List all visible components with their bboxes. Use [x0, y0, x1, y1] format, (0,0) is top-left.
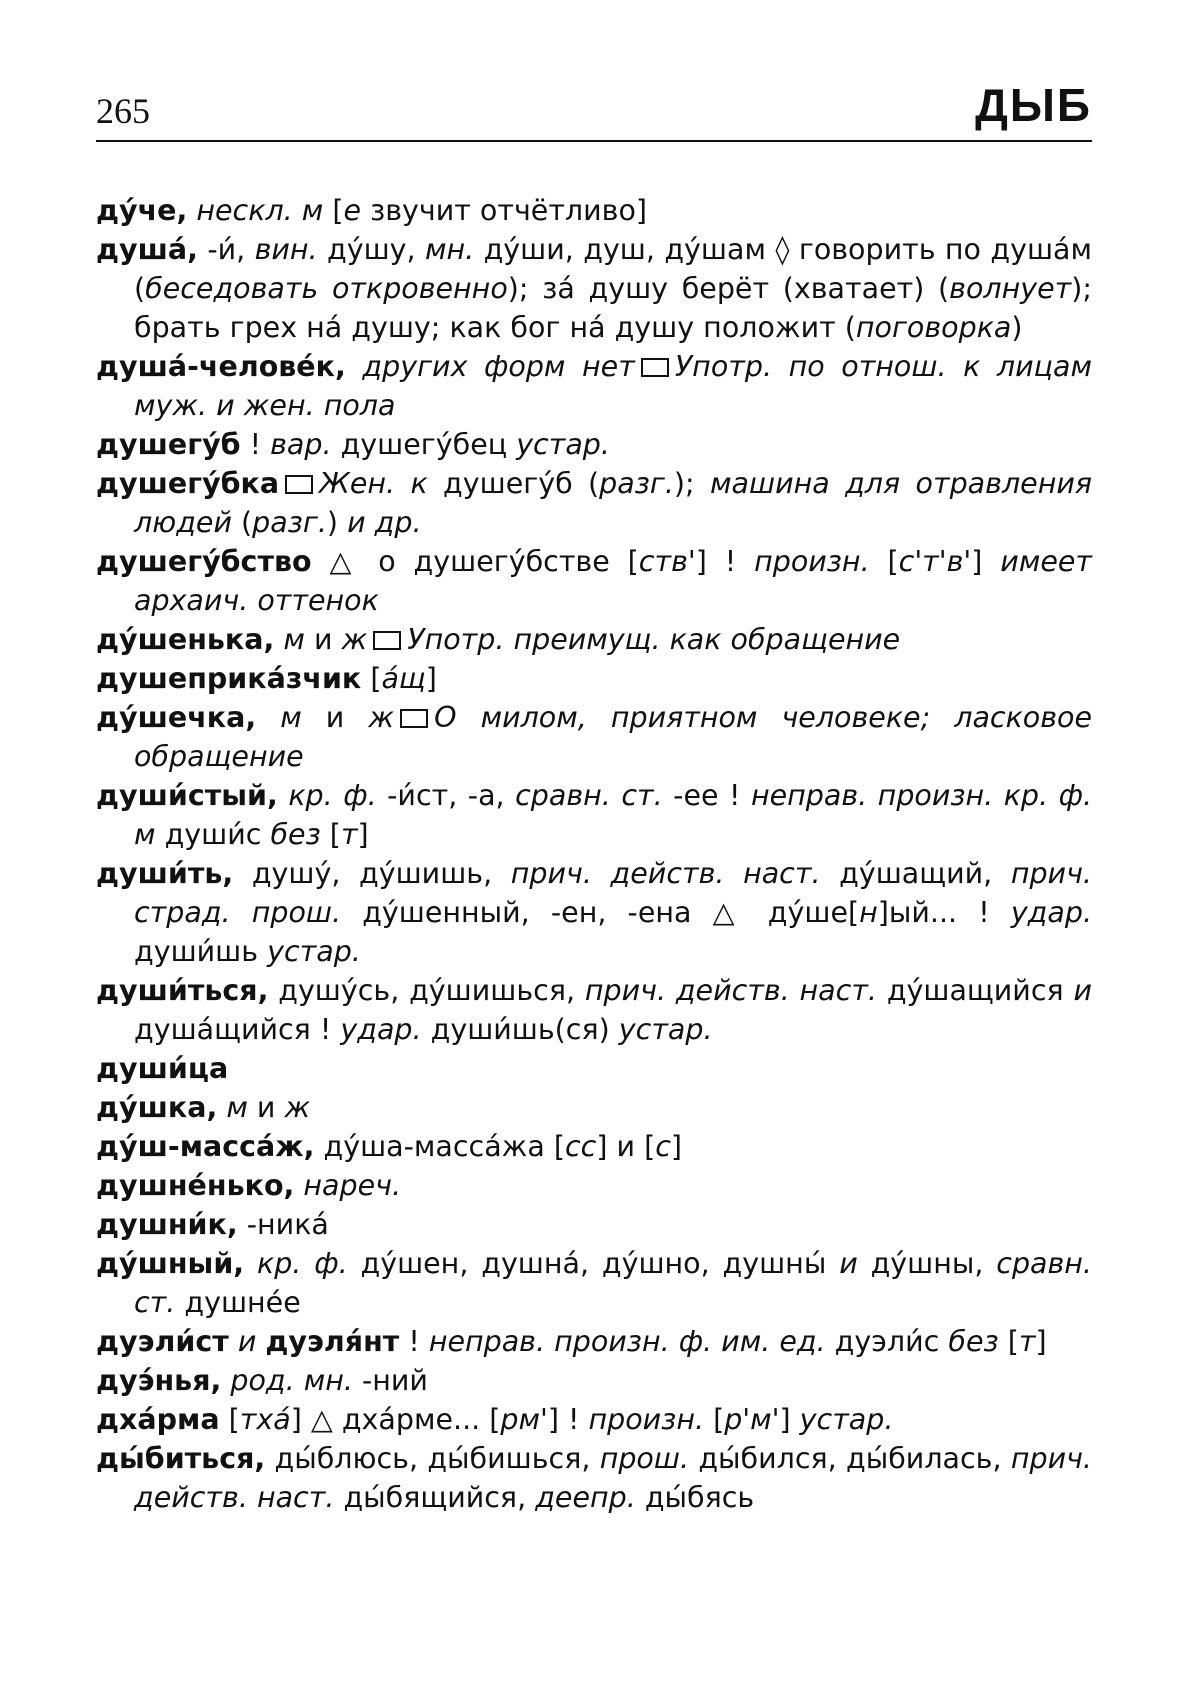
entry-text [229, 1325, 238, 1358]
entry-text: душне́е [175, 1286, 301, 1319]
entry-text: ]ый... ! [877, 896, 1011, 929]
entry-text: [ [219, 1403, 240, 1436]
dictionary-entry [96, 971, 1092, 1049]
grammar-note: кр. ф. [288, 779, 377, 812]
dictionary-entry [96, 1127, 1092, 1166]
grammar-note: беседовать откровенно [145, 272, 508, 305]
grammar-note: других форм нет [362, 350, 635, 383]
headword: душне́нько, [96, 1169, 295, 1202]
grammar-note: мн. [425, 233, 475, 266]
entry-text: душу́сь, ду́шишься, [268, 974, 585, 1007]
grammar-note: м [226, 1091, 248, 1124]
entry-text: ) [1011, 311, 1023, 344]
grammar-note: прич. действ. наст. [510, 857, 821, 890]
header-rule [96, 140, 1092, 142]
entry-text: -ний [352, 1364, 428, 1397]
entry-text: ] и [ [596, 1130, 656, 1163]
grammar-note: е [343, 194, 362, 227]
entry-text: [ [998, 1325, 1019, 1358]
grammar-note: и др. [347, 506, 422, 539]
page-header [96, 78, 1092, 140]
grammar-note: Жен. к [319, 467, 428, 500]
entry-text: ); [673, 467, 711, 500]
grammar-note: поговорка [855, 311, 1012, 344]
grammar-note: произн. [588, 1403, 705, 1436]
grammar-note: ж [341, 623, 368, 656]
entry-text: и [301, 701, 369, 734]
headword: души́ца [96, 1052, 229, 1085]
dictionary-entry [96, 659, 1092, 698]
grammar-note: и [237, 1325, 257, 1358]
dictionary-entries [96, 191, 1092, 1517]
entry-text: ] [1035, 1325, 1047, 1358]
grammar-note: устар. [267, 935, 361, 968]
grammar-note: тха́ [239, 1403, 291, 1436]
entry-text: душегу́бец [331, 428, 517, 461]
headword: ду́шечка, [96, 701, 257, 734]
grammar-note: нареч. [303, 1169, 402, 1202]
headword: ду́шка, [96, 1091, 218, 1124]
grammar-note: прич. страд. прош. [134, 857, 1092, 929]
grammar-note: м [280, 701, 302, 734]
entry-text: душегу́б ( [427, 467, 600, 500]
entry-text: △ о душегу́бстве [ [311, 545, 639, 578]
dictionary-entry [96, 854, 1092, 971]
headword: души́ться, [96, 974, 269, 1007]
entry-text: [ [361, 662, 382, 695]
entry-text: ] [670, 1130, 683, 1163]
headword: душа́, [96, 233, 198, 266]
grammar-note: деепр. [535, 1481, 636, 1514]
dictionary-entry [96, 425, 1092, 464]
headword: ды́биться, [96, 1442, 266, 1475]
entry-text: ); за́ душу берёт (хватает) ( [507, 272, 950, 305]
headword: ду́че, [96, 194, 188, 227]
dictionary-entry [96, 698, 1092, 776]
entry-text: [ [320, 818, 341, 851]
running-head: ДЫБ [975, 79, 1092, 131]
entry-text: ду́шны, [857, 1247, 997, 1280]
entry-text: звучит отчётливо] [361, 194, 648, 227]
entry-text: ); брать грех на́ душу; как бог на́ душу положит ( [134, 272, 1092, 344]
grammar-note: прич. действ. наст. [134, 1442, 1092, 1514]
entry-text: душу́, ду́шишь, [233, 857, 511, 890]
dictionary-entry [96, 464, 1092, 542]
grammar-note: р'м' [724, 1403, 780, 1436]
dictionary-entry [96, 1244, 1092, 1322]
usage-note-box-icon [641, 358, 669, 377]
dictionary-entry [96, 191, 1092, 230]
headword: душеприка́зчик [96, 662, 362, 695]
dictionary-entry [96, 620, 1092, 659]
headword: душегу́бство [96, 545, 312, 578]
entry-text: -и́, [197, 233, 255, 266]
entry-text: дуэли́с [825, 1325, 949, 1358]
entry-text: ( [231, 506, 253, 539]
dictionary-entry [96, 230, 1092, 347]
entry-text [256, 701, 280, 734]
entry-text: -и́ст, -а, [376, 779, 516, 812]
entry-text: ] △ дха́рме... [ [290, 1403, 501, 1436]
entry-text: души́шь [134, 935, 268, 968]
dictionary-entry [96, 347, 1092, 425]
grammar-note: а́щ [381, 662, 426, 695]
grammar-note: Употр. преимущ. как обращение [407, 623, 901, 656]
headword: ду́шенька, [96, 623, 275, 656]
usage-note-box-icon [285, 475, 313, 494]
grammar-note: и [839, 1247, 858, 1280]
grammar-note: т [340, 818, 358, 851]
entry-text [244, 1247, 257, 1280]
grammar-note: н [859, 896, 878, 929]
grammar-note: устар. [618, 1013, 713, 1046]
dictionary-entry [96, 1166, 1092, 1205]
headword: дуэ́нья, [96, 1364, 222, 1397]
grammar-note: О милом, приятном человеке; ласковое обращение [134, 701, 1092, 773]
entry-text: ду́шащийся [876, 974, 1074, 1007]
grammar-note: без [948, 1325, 999, 1358]
page-number: 265 [96, 91, 150, 131]
entry-text: ] [357, 818, 369, 851]
grammar-note: удар. [1010, 896, 1092, 929]
grammar-note: разг. [599, 467, 674, 500]
grammar-note: ж [284, 1091, 311, 1124]
grammar-note: прич. действ. наст. [584, 974, 877, 1007]
entry-text: ду́шу, [317, 233, 425, 266]
grammar-note: вин. [254, 233, 318, 266]
grammar-note: неправ. произн. кр. ф. м [134, 779, 1093, 851]
headword: душегу́б [96, 428, 241, 461]
headword: дуэля́нт [265, 1325, 400, 1358]
entry-text [217, 1091, 226, 1124]
entry-text: ) [326, 506, 348, 539]
entry-text: ] [425, 662, 437, 695]
entry-text: ] ! [695, 545, 755, 578]
grammar-note: с [655, 1130, 671, 1163]
grammar-note: ств' [638, 545, 696, 578]
grammar-note: неправ. произн. ф. им. ед. [428, 1325, 826, 1358]
entry-text: ды́бился, ды́билась, [689, 1442, 1011, 1475]
grammar-note: вар. [270, 428, 332, 461]
grammar-note: рм' [500, 1403, 548, 1436]
grammar-note: прош. [599, 1442, 690, 1475]
entry-text: ] ! [547, 1403, 589, 1436]
entry-text [278, 779, 289, 812]
grammar-note: устар. [516, 428, 610, 461]
dictionary-entry [96, 1400, 1092, 1439]
entry-text: ] [779, 1403, 800, 1436]
grammar-note: и [1073, 974, 1092, 1007]
headword: дуэли́ст [96, 1325, 229, 1358]
entry-text: ды́бясь [635, 1481, 755, 1514]
entry-text: [ [869, 545, 899, 578]
entry-text [346, 350, 363, 383]
entry-text: ды́бящийся, [334, 1481, 536, 1514]
entry-text: ду́шен, душна́, ду́шно, душны́ [347, 1247, 840, 1280]
grammar-note: разг. [252, 506, 327, 539]
entry-text: -ника́ [237, 1208, 329, 1241]
grammar-note: имеет архаич. оттенок [134, 545, 1092, 617]
grammar-note: род. мн. [230, 1364, 353, 1397]
grammar-note: с'т'в' [898, 545, 972, 578]
entry-text: ду́шащий, [820, 857, 1011, 890]
grammar-note: м [283, 623, 305, 656]
dictionary-entry [96, 1205, 1092, 1244]
entry-text: ду́ши, душ, ду́шам ◊ говорить по душа́м ( [134, 233, 1092, 305]
grammar-note: Употр. по отнош. к лицам муж. и жен. пола [134, 350, 1093, 422]
entry-text: душа́щийся ! [134, 1013, 341, 1046]
headword: душни́к, [96, 1208, 238, 1241]
dictionary-entry [96, 1361, 1092, 1400]
dictionary-entry [96, 1049, 1092, 1088]
entry-text: ! [240, 428, 271, 461]
headword: душа́-челове́к, [96, 350, 346, 383]
grammar-note: устар. [799, 1403, 894, 1436]
entry-text: ду́шенный, -ен, -ена △ ду́ше[ [341, 896, 860, 929]
grammar-note: ж [368, 701, 395, 734]
dictionary-entry [96, 1088, 1092, 1127]
headword: ду́шный, [96, 1247, 245, 1280]
entry-text: ды́блюсь, ды́бишься, [265, 1442, 600, 1475]
grammar-note: сс [564, 1130, 597, 1163]
entry-text: души́с [155, 818, 271, 851]
entry-text: и [247, 1091, 285, 1124]
headword: души́стый, [96, 779, 278, 812]
grammar-note: нескл. м [196, 194, 324, 227]
grammar-note: произн. [754, 545, 870, 578]
grammar-note: удар. [340, 1013, 422, 1046]
usage-note-box-icon [400, 709, 428, 728]
dictionary-entry [96, 1322, 1092, 1361]
usage-note-box-icon [373, 631, 401, 650]
entry-text: [ [704, 1403, 725, 1436]
entry-text: ду́ша-масса́жа [ [314, 1130, 565, 1163]
grammar-note: сравн. ст. [134, 1247, 1092, 1319]
entry-text: ] [971, 545, 1001, 578]
entry-text: души́шь(ся) [421, 1013, 619, 1046]
dictionary-entry [96, 776, 1092, 854]
dictionary-entry [96, 1439, 1092, 1517]
entry-text: [ [323, 194, 344, 227]
dictionary-entry [96, 542, 1092, 620]
headword: души́ть, [96, 857, 234, 890]
grammar-note: волнует [949, 272, 1072, 305]
grammar-note: машина для отравления людей [134, 467, 1092, 539]
entry-text: ! [399, 1325, 429, 1358]
entry-text: -ее ! [662, 779, 751, 812]
entry-text: и [304, 623, 342, 656]
headword: ду́ш-масса́ж, [96, 1130, 315, 1163]
headword: душегу́бка [96, 467, 280, 500]
grammar-note: без [270, 818, 321, 851]
grammar-note: т [1018, 1325, 1036, 1358]
headword: дха́рма [96, 1403, 220, 1436]
grammar-note: сравн. ст. [515, 779, 663, 812]
grammar-note: кр. ф. [256, 1247, 348, 1280]
